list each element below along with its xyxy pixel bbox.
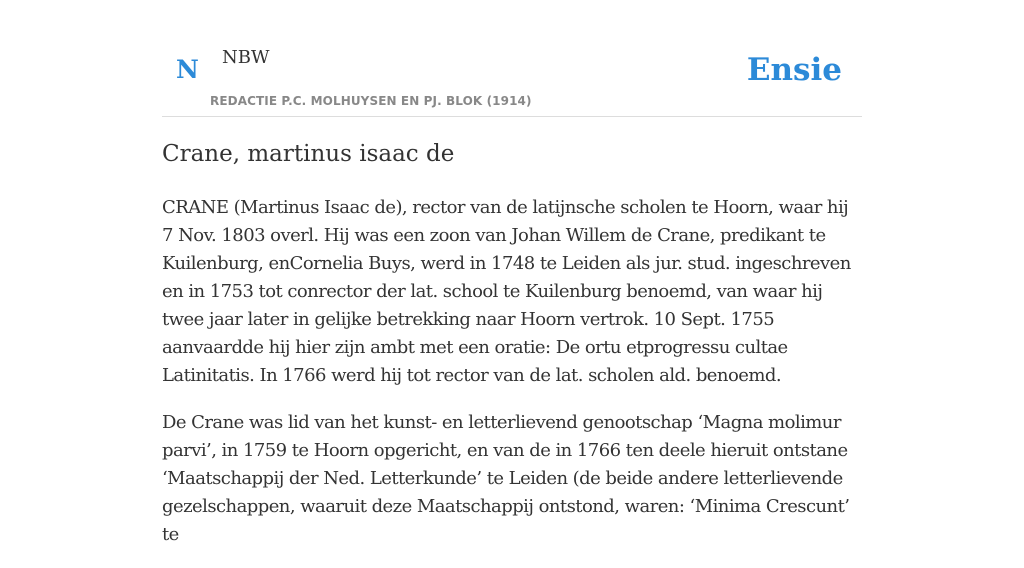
nbw-logo-icon[interactable]: N [176,55,199,84]
header [162,0,862,117]
article-paragraph: De Crane was lid van het kunst- en letterlievend genootschap ‘Magna molimur parvi’, in 1759 te Hoorn opgericht, en van de in 1766 ten deele hieruit ontstane ‘Maatschappij der Ned. Letterkunde’ te Leiden (de beide andere letterlievende gezelschappen, waaruit deze Maatschappij ontstond, waren: ‘Minima Crescunt’ te [162,412,850,545]
source-editors: REDACTIE P.C. MOLHUYSEN EN PJ. BLOK (1914) [210,94,532,108]
article-paragraph: CRANE (Martinus Isaac de), rector van de latijnsche scholen te Hoorn, waar hij 7 Nov. 1803 overl. Hij was een zoon van Johan Willem de Crane, predikant te Kuilenburg, enCornelia Buys, werd in 1748 te Leiden als jur. stud. ingeschreven en in 1753 tot conrector der lat. school te Kuilenburg benoemd, van waar hij twee jaar later in gelijke betrekking naar Hoorn vertrok. 10 Sept. 1755 aanvaardde hij hier zijn ambt met een oratie: De ortu etprogressu cultae Latinitatis. In 1766 werd hij tot rector van de lat. scholen ald. benoemd. [162,197,851,386]
source-name[interactable]: NBW [222,47,270,68]
ensie-logo[interactable]: Ensie [746,52,842,88]
article-title: Crane, martinus isaac de [162,141,455,167]
article [162,138,862,568]
